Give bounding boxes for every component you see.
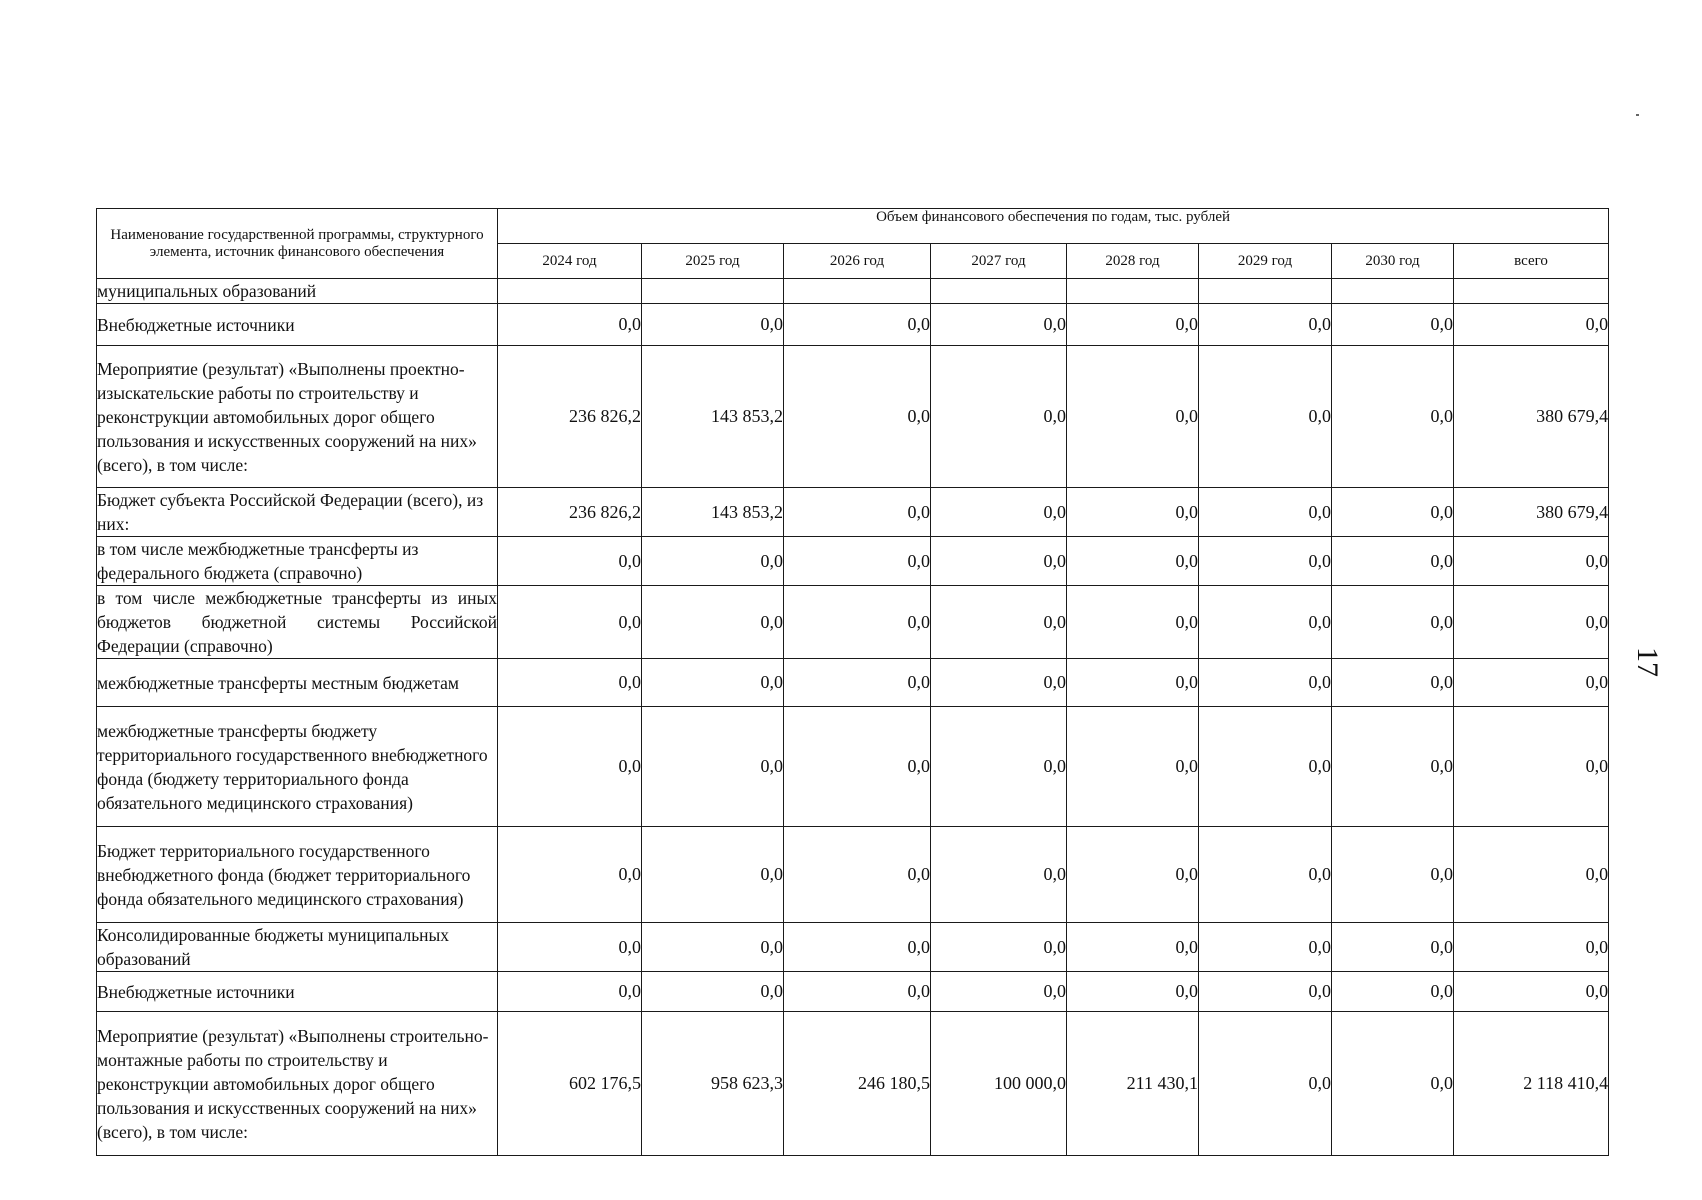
value-2027 — [931, 279, 1067, 304]
value-2028: 0,0 — [1067, 586, 1199, 659]
header-year-2028: 2028 год — [1067, 244, 1199, 279]
value-2028 — [1067, 279, 1199, 304]
value-2026: 246 180,5 — [784, 1012, 931, 1156]
value-2030: 0,0 — [1332, 659, 1454, 707]
value-2024: 0,0 — [498, 659, 642, 707]
value-2025: 143 853,2 — [642, 488, 784, 537]
value-2029: 0,0 — [1199, 537, 1332, 586]
value-total: 0,0 — [1454, 707, 1609, 827]
value-2027: 0,0 — [931, 923, 1067, 972]
row-name: Бюджет субъекта Российской Федерации (всего), из них: — [97, 488, 498, 537]
value-2029: 0,0 — [1199, 972, 1332, 1012]
table-row — [97, 707, 1609, 827]
value-2030: 0,0 — [1332, 923, 1454, 972]
header-year-2030: 2030 год — [1332, 244, 1454, 279]
value-total: 380 679,4 — [1454, 488, 1609, 537]
value-2024: 0,0 — [498, 537, 642, 586]
value-2028: 0,0 — [1067, 827, 1199, 923]
value-2024 — [498, 279, 642, 304]
value-2024: 0,0 — [498, 707, 642, 827]
row-name: Консолидированные бюджеты муниципальных образований — [97, 923, 498, 972]
header-year-2029: 2029 год — [1199, 244, 1332, 279]
table-body — [97, 279, 1609, 1156]
table-row — [97, 346, 1609, 488]
value-2028: 0,0 — [1067, 304, 1199, 346]
value-2025: 0,0 — [642, 537, 784, 586]
row-name: Внебюджетные источники — [97, 304, 498, 346]
table-row — [97, 279, 1609, 304]
value-total: 0,0 — [1454, 923, 1609, 972]
header-year-2027: 2027 год — [931, 244, 1067, 279]
value-2024: 236 826,2 — [498, 488, 642, 537]
value-total — [1454, 279, 1609, 304]
value-2027: 0,0 — [931, 586, 1067, 659]
value-2029: 0,0 — [1199, 659, 1332, 707]
value-2027: 0,0 — [931, 659, 1067, 707]
header-total: всего — [1454, 244, 1609, 279]
page-number: 17 — [1631, 647, 1664, 677]
row-name: межбюджетные трансферты местным бюджетам — [97, 659, 498, 707]
value-2026: 0,0 — [784, 537, 931, 586]
value-total: 0,0 — [1454, 972, 1609, 1012]
value-2025: 0,0 — [642, 304, 784, 346]
value-2030: 0,0 — [1332, 488, 1454, 537]
value-2026: 0,0 — [784, 972, 931, 1012]
value-2025: 0,0 — [642, 972, 784, 1012]
value-2025 — [642, 279, 784, 304]
value-2028: 211 430,1 — [1067, 1012, 1199, 1156]
value-2030: 0,0 — [1332, 972, 1454, 1012]
row-name: в том числе межбюджетные трансферты из иных бюджетов бюджетной системы Российской Федерации (справочно) — [97, 586, 498, 659]
table-row — [97, 304, 1609, 346]
value-2024: 236 826,2 — [498, 346, 642, 488]
table-row — [97, 1012, 1609, 1156]
table-row — [97, 972, 1609, 1012]
value-2030 — [1332, 279, 1454, 304]
header-year-2024: 2024 год — [498, 244, 642, 279]
header-volume-column: Объем финансового обеспечения по годам, тыс. рублей — [498, 209, 1609, 244]
value-2030: 0,0 — [1332, 346, 1454, 488]
value-2029: 0,0 — [1199, 586, 1332, 659]
value-2029: 0,0 — [1199, 488, 1332, 537]
value-total: 2 118 410,4 — [1454, 1012, 1609, 1156]
row-name: в том числе межбюджетные трансферты из федерального бюджета (справочно) — [97, 537, 498, 586]
value-2029: 0,0 — [1199, 707, 1332, 827]
table-row — [97, 488, 1609, 537]
value-2028: 0,0 — [1067, 923, 1199, 972]
value-2029: 0,0 — [1199, 923, 1332, 972]
value-2027: 100 000,0 — [931, 1012, 1067, 1156]
value-2028: 0,0 — [1067, 537, 1199, 586]
row-name: муниципальных образований — [97, 279, 498, 304]
value-2028: 0,0 — [1067, 707, 1199, 827]
value-2030: 0,0 — [1332, 1012, 1454, 1156]
value-total: 0,0 — [1454, 304, 1609, 346]
value-2026: 0,0 — [784, 488, 931, 537]
value-2030: 0,0 — [1332, 304, 1454, 346]
header-year-2026: 2026 год — [784, 244, 931, 279]
value-2029: 0,0 — [1199, 304, 1332, 346]
value-2024: 0,0 — [498, 827, 642, 923]
value-2027: 0,0 — [931, 707, 1067, 827]
row-name: Внебюджетные источники — [97, 972, 498, 1012]
value-2027: 0,0 — [931, 972, 1067, 1012]
row-name: Мероприятие (результат) «Выполнены проектно-изыскательские работы по строительству и реконструкции автомобильных дорог общего пользования и искусственных сооружений на них» (всего), в том числе: — [97, 346, 498, 488]
value-2026: 0,0 — [784, 659, 931, 707]
value-total: 380 679,4 — [1454, 346, 1609, 488]
value-total: 0,0 — [1454, 586, 1609, 659]
value-2026 — [784, 279, 931, 304]
value-2025: 958 623,3 — [642, 1012, 784, 1156]
value-2027: 0,0 — [931, 304, 1067, 346]
table-row — [97, 586, 1609, 659]
table-row — [97, 827, 1609, 923]
value-2026: 0,0 — [784, 827, 931, 923]
financing-table — [96, 208, 1609, 1156]
row-name: межбюджетные трансферты бюджету территориального государственного внебюджетного фонда (бюджету территориального фонда обязательного медицинского страхования) — [97, 707, 498, 827]
value-2026: 0,0 — [784, 346, 931, 488]
value-2028: 0,0 — [1067, 346, 1199, 488]
value-2025: 0,0 — [642, 827, 784, 923]
value-2027: 0,0 — [931, 346, 1067, 488]
value-2026: 0,0 — [784, 304, 931, 346]
value-total: 0,0 — [1454, 827, 1609, 923]
value-2025: 0,0 — [642, 707, 784, 827]
value-2025: 0,0 — [642, 923, 784, 972]
table-header — [97, 209, 1609, 279]
value-2027: 0,0 — [931, 827, 1067, 923]
value-2030: 0,0 — [1332, 707, 1454, 827]
value-2024: 0,0 — [498, 923, 642, 972]
table-row — [97, 923, 1609, 972]
value-2024: 0,0 — [498, 304, 642, 346]
row-name: Бюджет территориального государственного внебюджетного фонда (бюджет территориального фонда обязательного медицинского страхования) — [97, 827, 498, 923]
value-2029: 0,0 — [1199, 1012, 1332, 1156]
value-total: 0,0 — [1454, 537, 1609, 586]
value-2028: 0,0 — [1067, 972, 1199, 1012]
value-2030: 0,0 — [1332, 537, 1454, 586]
value-2027: 0,0 — [931, 537, 1067, 586]
value-total: 0,0 — [1454, 659, 1609, 707]
value-2025: 0,0 — [642, 586, 784, 659]
table-row — [97, 659, 1609, 707]
value-2024: 0,0 — [498, 972, 642, 1012]
value-2030: 0,0 — [1332, 827, 1454, 923]
header-name-column: Наименование государственной программы, структурного элемента, источник финансового обеспечения — [97, 209, 498, 279]
table-row — [97, 537, 1609, 586]
value-2029: 0,0 — [1199, 346, 1332, 488]
value-2028: 0,0 — [1067, 659, 1199, 707]
header-year-2025: 2025 год — [642, 244, 784, 279]
value-2029 — [1199, 279, 1332, 304]
value-2024: 602 176,5 — [498, 1012, 642, 1156]
value-2027: 0,0 — [931, 488, 1067, 537]
value-2029: 0,0 — [1199, 827, 1332, 923]
value-2025: 143 853,2 — [642, 346, 784, 488]
value-2026: 0,0 — [784, 586, 931, 659]
scan-speck — [1636, 114, 1639, 116]
value-2024: 0,0 — [498, 586, 642, 659]
value-2025: 0,0 — [642, 659, 784, 707]
value-2028: 0,0 — [1067, 488, 1199, 537]
value-2030: 0,0 — [1332, 586, 1454, 659]
value-2026: 0,0 — [784, 923, 931, 972]
value-2026: 0,0 — [784, 707, 931, 827]
row-name: Мероприятие (результат) «Выполнены строительно-монтажные работы по строительству и реконструкции автомобильных дорог общего пользования и искусственных сооружений на них» (всего), в том числе: — [97, 1012, 498, 1156]
